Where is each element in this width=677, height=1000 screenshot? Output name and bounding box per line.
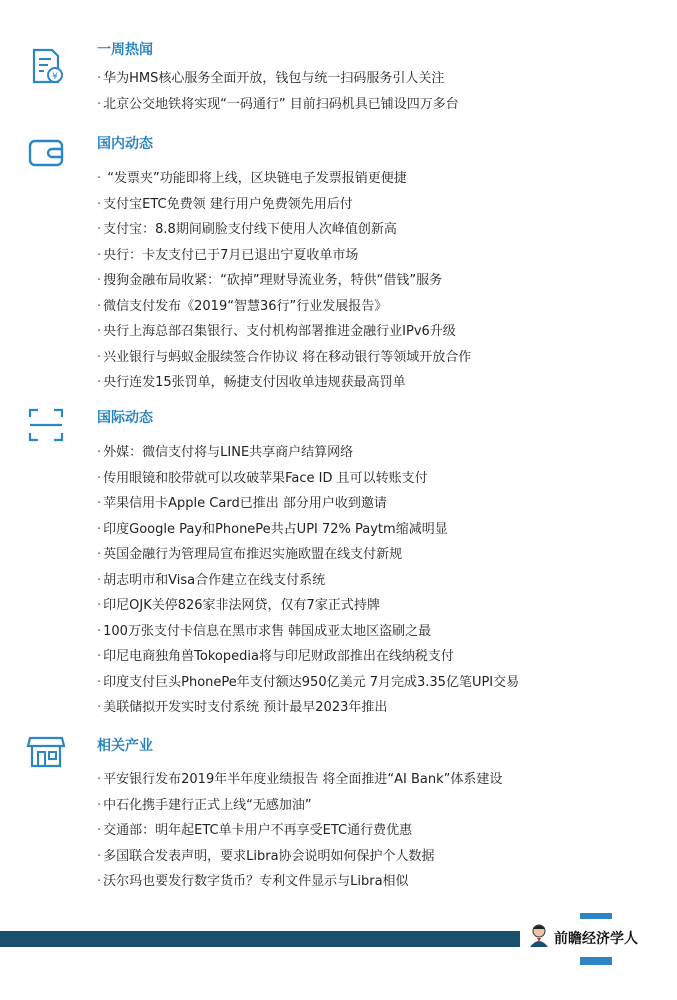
footer-brand: 前瞻经济学人 bbox=[554, 931, 638, 947]
list-item[interactable]: · 多国联合发表声明，要求Libra协会说明如何保护个人数据 bbox=[97, 844, 502, 870]
list-item[interactable]: · 央行：卡友支付已于7月已退出宁夏收单市场 bbox=[97, 243, 471, 269]
scan-frame-icon bbox=[26, 405, 66, 445]
list-item[interactable]: · 华为HMS核心服务全面开放，钱包与统一扫码服务引人关注 bbox=[97, 66, 459, 92]
news-list bbox=[97, 767, 502, 895]
footer-deco-bottom bbox=[580, 957, 612, 965]
list-item[interactable]: · 沃尔玛也要发行数字货币？专利文件显示与Libra相似 bbox=[97, 869, 502, 895]
document-money-icon bbox=[26, 46, 66, 86]
list-item[interactable]: · 传用眼镜和胶带就可以攻破苹果Face ID 且可以转账支付 bbox=[97, 466, 519, 492]
list-item[interactable]: · 平安银行发布2019年半年度业绩报告 将全面推进“AI Bank”体系建设 bbox=[97, 767, 502, 793]
list-item[interactable]: · 兴业银行与蚂蚁金服续签合作协议 将在移动银行等领域开放合作 bbox=[97, 345, 471, 371]
news-list bbox=[97, 166, 471, 396]
list-item[interactable]: · 微信支付发布《2019“智慧36行”行业发展报告》 bbox=[97, 294, 471, 320]
list-item[interactable]: · “发票夹”功能即将上线，区块链电子发票报销更便捷 bbox=[97, 166, 471, 192]
list-item[interactable]: · 搜狗金融布局收紧：“砍掉”理财导流业务，特供“借钱”服务 bbox=[97, 268, 471, 294]
wallet-icon bbox=[26, 133, 66, 173]
list-item[interactable]: · 支付宝ETC免费领 建行用户免费领先用后付 bbox=[97, 192, 471, 218]
person-avatar-icon bbox=[528, 923, 550, 947]
list-item[interactable]: · 央行上海总部召集银行、支付机构部署推进金融行业IPv6升级 bbox=[97, 319, 471, 345]
storefront-icon bbox=[26, 732, 66, 772]
list-item[interactable]: · 北京公交地铁将实现“一码通行” 目前扫码机具已铺设四万多台 bbox=[97, 92, 459, 118]
section-title: 国际动态 bbox=[97, 410, 153, 426]
list-item[interactable]: · 印尼OJK关停826家非法网贷，仅有7家正式持牌 bbox=[97, 593, 519, 619]
list-item[interactable]: · 英国金融行为管理局宣布推迟实施欧盟在线支付新规 bbox=[97, 542, 519, 568]
svg-text:¥: ¥ bbox=[52, 72, 58, 82]
list-item[interactable]: · 苹果信用卡Apple Card已推出 部分用户收到邀请 bbox=[97, 491, 519, 517]
list-item[interactable]: · 美联储拟开发实时支付系统 预计最早2023年推出 bbox=[97, 695, 519, 721]
footer-deco-top bbox=[580, 913, 612, 919]
section-title: 一周热闻 bbox=[97, 42, 153, 58]
list-item[interactable]: · 交通部：明年起ETC单卡用户不再享受ETC通行费优惠 bbox=[97, 818, 502, 844]
news-list bbox=[97, 440, 519, 721]
list-item[interactable]: · 印度Google Pay和PhonePe共占UPI 72% Paytm缩减明显 bbox=[97, 517, 519, 543]
section-title: 相关产业 bbox=[97, 738, 153, 754]
list-item[interactable]: · 印度支付巨头PhonePe年支付额达950亿美元 7月完成3.35亿笔UPI交易 bbox=[97, 670, 519, 696]
list-item[interactable]: · 胡志明市和Visa合作建立在线支付系统 bbox=[97, 568, 519, 594]
news-list bbox=[97, 66, 459, 117]
list-item[interactable]: · 支付宝：8.8期间刷脸支付线下使用人次峰值创新高 bbox=[97, 217, 471, 243]
list-item[interactable]: · 外媒：微信支付将与LINE共享商户结算网络 bbox=[97, 440, 519, 466]
list-item[interactable]: · 央行连发15张罚单，畅捷支付因收单违规获最高罚单 bbox=[97, 370, 471, 396]
list-item[interactable]: · 印尼电商独角兽Tokopedia将与印尼财政部推出在线纳税支付 bbox=[97, 644, 519, 670]
section-title: 国内动态 bbox=[97, 136, 153, 152]
list-item[interactable]: · 中石化携手建行正式上线“无感加油” bbox=[97, 793, 502, 819]
list-item[interactable]: · 100万张支付卡信息在黑市求售 韩国成亚太地区盗刷之最 bbox=[97, 619, 519, 645]
